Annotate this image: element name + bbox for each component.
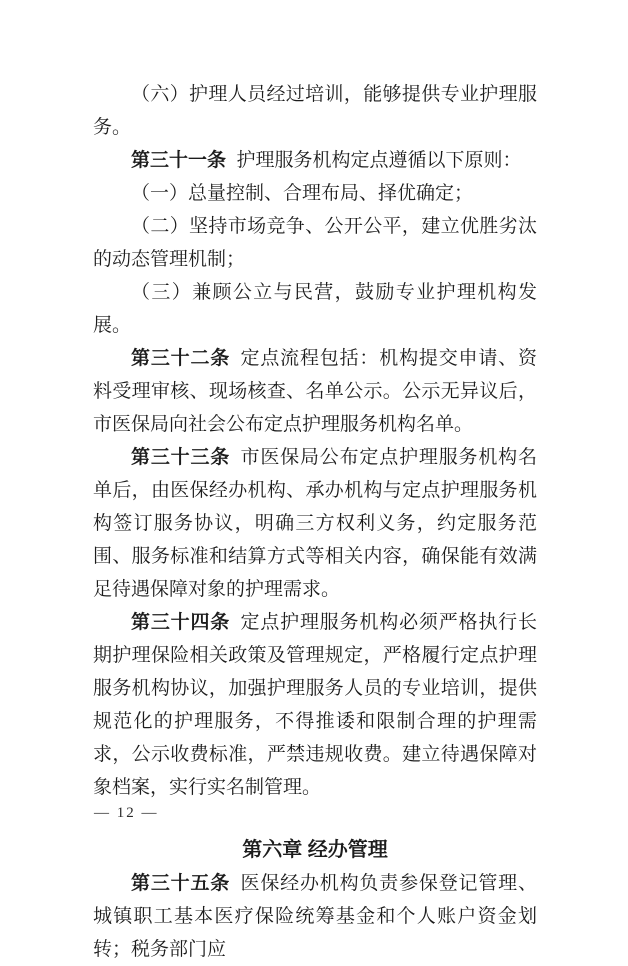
chapter-heading: 第六章 经办管理 xyxy=(242,839,388,861)
paragraph xyxy=(93,78,537,144)
article-number-lead: 第三十四条 xyxy=(131,612,231,633)
paragraph xyxy=(93,276,537,342)
paragraph xyxy=(93,144,537,177)
paragraph-text: 市医保局公布定点护理服务机构名单后，由医保经办机构、承办机构与定点护理服务机构签订服务协议，明确三方权利义务，约定服务范围、服务标准和结算方式等相关内容，确保能有效满足待遇保障对象的护理需求。 xyxy=(93,447,537,600)
article-number-lead: 第三十二条 xyxy=(131,348,231,369)
paragraph-text: （二）坚持市场竞争、公开公平，建立优胜劣汰的动态管理机制； xyxy=(93,216,537,270)
paragraph-text: （六）护理人员经过培训，能够提供专业护理服务。 xyxy=(93,84,537,138)
paragraph xyxy=(93,210,537,276)
paragraph-text: 护理服务机构定点遵循以下原则： xyxy=(236,150,522,171)
paragraph-text: 医保经办机构负责参保登记管理、城镇职工基本医疗保险统筹基金和个人账户资金划转；税务部门应 xyxy=(93,873,537,960)
paragraph-text: 定点护理服务机构必须严格执行长期护理保险相关政策及管理规定，严格履行定点护理服务机构协议，加强护理服务人员的专业培训，提供规范化的护理服务，不得推诿和限制合理的护理需求，公示收费标准，严禁违规收费。建立待遇保障对象档案，实行实名制管理。 xyxy=(93,612,537,798)
paragraph xyxy=(93,441,537,606)
article-number-lead: 第三十五条 xyxy=(131,873,231,894)
paragraph-text: （三）兼顾公立与民营，鼓励专业护理机构发展。 xyxy=(93,282,537,336)
paragraph xyxy=(93,177,537,210)
paragraph xyxy=(93,606,537,804)
paragraph-text: （一）总量控制、合理布局、择优确定； xyxy=(131,183,474,204)
document-body xyxy=(93,78,537,966)
paragraph-text: 定点流程包括：机构提交申请、资料受理审核、现场核查、名单公示。公示无异议后，市医保局向社会公布定点护理服务机构名单。 xyxy=(93,348,537,435)
page-number: — 12 — xyxy=(94,805,159,821)
article-number-lead: 第三十一条 xyxy=(131,150,227,171)
paragraph xyxy=(93,342,537,441)
paragraph xyxy=(93,867,537,966)
article-number-lead: 第三十三条 xyxy=(131,447,231,468)
